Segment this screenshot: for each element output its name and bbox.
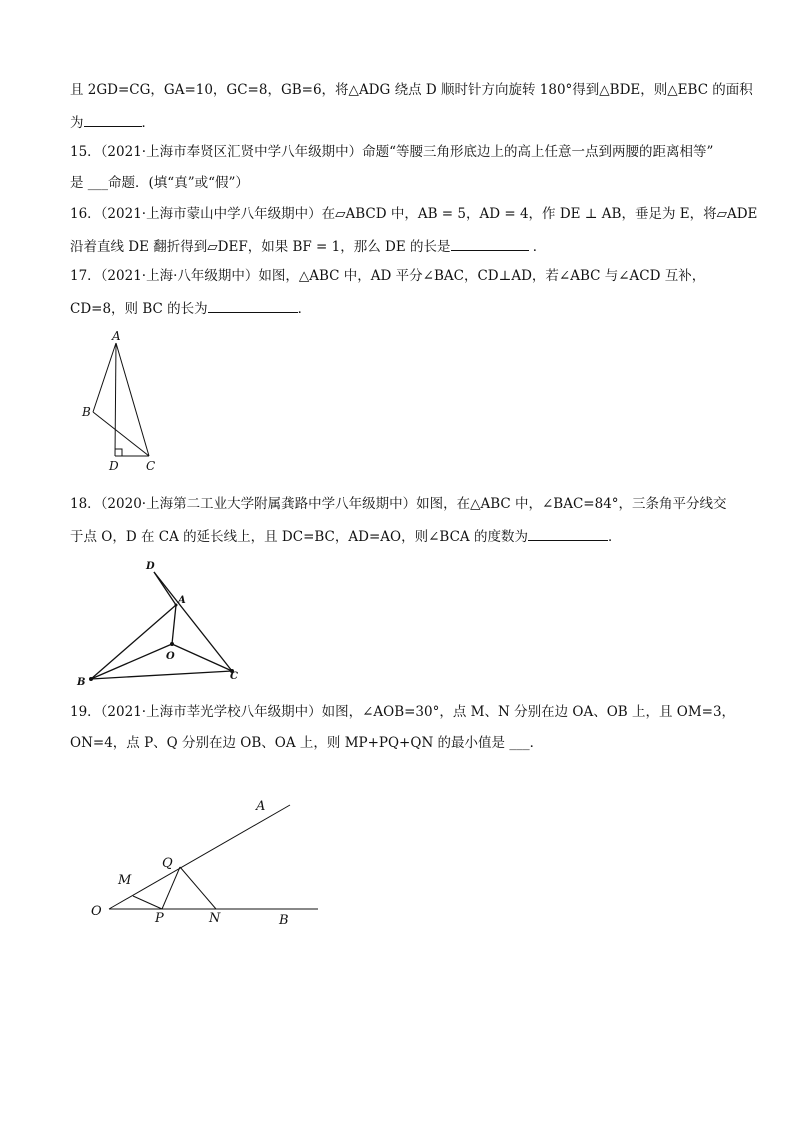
q14-answer-blank[interactable] <box>84 111 142 127</box>
q17-right-angle-mark <box>115 449 122 456</box>
q19-label-a: A <box>256 799 266 814</box>
q19-label-m: M <box>118 873 132 888</box>
q17-answer-blank[interactable] <box>208 297 298 313</box>
q17-line2 <box>70 297 730 319</box>
q19-label-q: Q <box>162 856 173 871</box>
q18-label-o: O <box>166 651 175 662</box>
q16-line2 <box>70 235 730 257</box>
q18-segment-da <box>154 572 176 605</box>
q19-ray-oa <box>109 805 290 909</box>
q14-line2-post: ． <box>141 115 155 131</box>
q18-segment-ao <box>172 605 176 644</box>
q16-line2-pre: 沿着直线 DE 翻折得到▱DEF，如果 BF = 1，那么 DE 的长是 <box>70 239 451 255</box>
q17-line2-pre: CD=8，则 BC 的长为 <box>70 301 208 317</box>
q18-line1: 18．（2020·上海第二工业大学附属龚路中学八年级期中）如图，在△ABC 中，∠BAC=84°，三条角平分线交 <box>70 496 727 512</box>
q17-label-b: B <box>82 405 91 419</box>
q18-figure <box>70 555 250 690</box>
q14-line2-pre: 为 <box>70 115 84 131</box>
q18-point-b <box>89 677 93 681</box>
q18-line2-post: ． <box>607 529 622 545</box>
q15-line2: 是 ___命题．(填“真”或“假”） <box>70 175 249 191</box>
q19-label-b: B <box>279 913 289 928</box>
q19-line2: ON=4，点 P、Q 分别在边 OB、OA 上，则 MP+PQ+QN 的最小值是 ___． <box>70 735 544 751</box>
q18-segment-bc <box>91 671 232 679</box>
q16-line2-post: ． <box>528 239 547 255</box>
q18-segment-co <box>172 644 232 671</box>
q17-label-a: A <box>112 329 121 343</box>
q18-label-c: C <box>230 671 238 682</box>
q17-figure <box>75 328 175 476</box>
q17-label-d: D <box>109 459 119 473</box>
q19-segment-qn <box>180 867 216 909</box>
q19-segment-mp <box>133 896 162 909</box>
q14-line2 <box>70 111 730 133</box>
q18-line2-pre: 于点 O，D 在 CA 的延长线上，且 DC=BC，AD=AO，则∠BCA 的度数为 <box>70 529 528 545</box>
q16-line1: 16．（2021·上海市蒙山中学八年级期中）在▱ABCD 中，AB = 5，AD = 4，作 DE ⊥ AB，垂足为 E，将▱ADE <box>70 206 758 222</box>
q17-segment-ac <box>116 343 149 456</box>
q17-line2-post: ． <box>297 301 312 317</box>
q18-point-o <box>170 642 174 646</box>
q19-line1: 19．（2021·上海市莘光学校八年级期中）如图，∠AOB=30°，点 M、N 分别在边 OA、OB 上，且 OM=3， <box>70 704 736 720</box>
q17-segment-ad <box>115 343 116 456</box>
q16-answer-blank[interactable] <box>451 235 529 251</box>
q19-figure <box>85 790 330 930</box>
q14-line1: 且 2GD=CG，GA=10，GC=8，GB=6，将△ADG 绕点 D 顺时针方向旋转 180°得到△BDE，则△EBC 的面积 <box>70 82 753 98</box>
q18-label-a: A <box>178 595 186 606</box>
q18-segment-bo <box>91 644 172 679</box>
q17-segment-ab <box>93 343 116 412</box>
q19-label-p: P <box>155 911 164 926</box>
q17-line1: 17．（2021·上海·八年级期中）如图，△ABC 中，AD 平分∠BAC，CD⊥AD，若∠ABC 与∠ACD 互补， <box>70 268 706 284</box>
q18-answer-blank[interactable] <box>528 525 608 541</box>
q17-label-c: C <box>146 459 156 473</box>
q18-label-d: D <box>146 561 155 572</box>
q19-label-o: O <box>91 904 102 919</box>
q18-line2 <box>70 525 730 547</box>
q19-label-n: N <box>209 911 221 926</box>
q15-line1: 15．（2021·上海市奉贤区汇贤中学八年级期中）命题“等腰三角形底边上的高上任意一点到两腰的距离相等” <box>70 144 714 160</box>
q18-label-b: B <box>77 677 86 688</box>
q18-segment-ab <box>91 605 176 679</box>
